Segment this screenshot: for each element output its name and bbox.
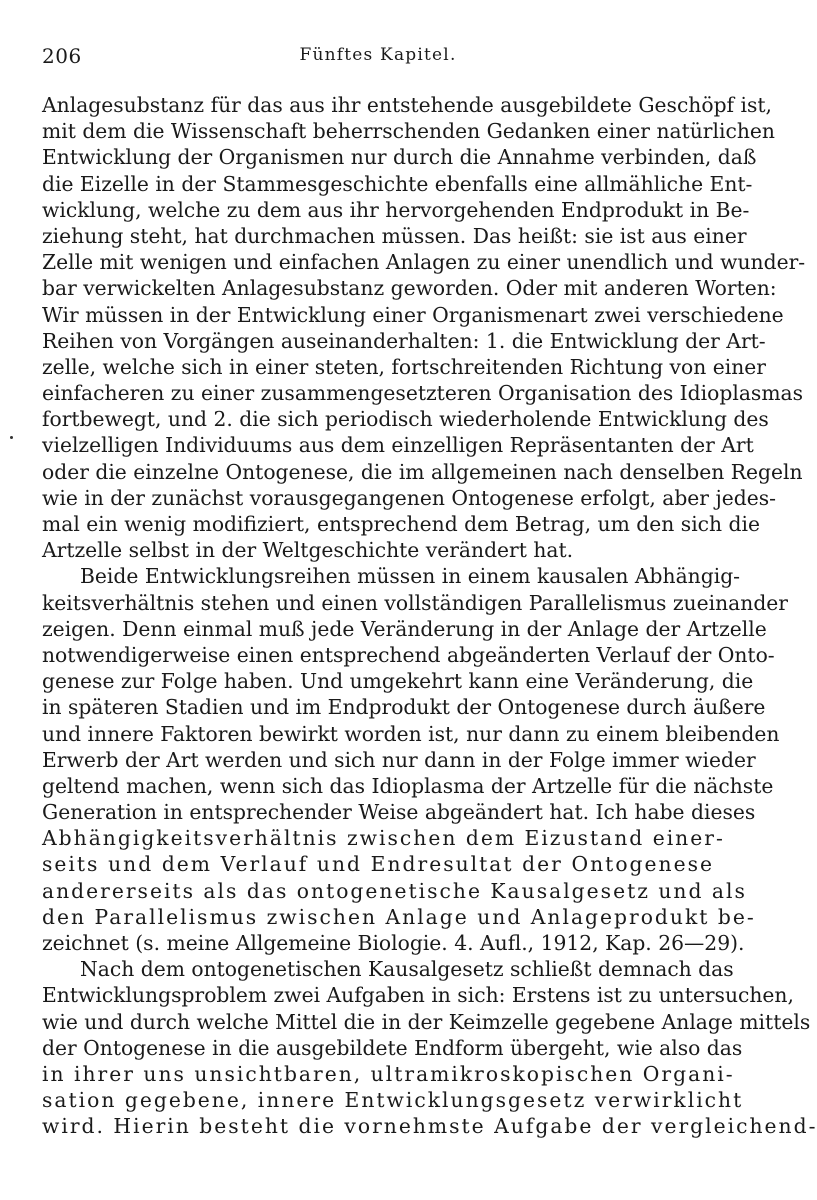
text-line: seits und dem Verlauf und Endresultat der Ontogenese: [42, 852, 714, 877]
text-line: Generation in entsprechender Weise abgeändert hat. Ich habe dieses: [42, 800, 756, 825]
margin-mark: [10, 436, 13, 439]
text-line: Entwicklungsproblem zwei Aufgaben in sich: Erstens ist zu untersuchen,: [42, 983, 794, 1008]
text-line: Erwerb der Art werden und sich nur dann in der Folge immer wieder: [42, 747, 756, 772]
text-line: einfacheren zu einer zusammengesetzteren Organisation des Idioplasmas: [42, 381, 804, 406]
page-header: [42, 44, 714, 70]
text-line: Reihen von Vorgängen auseinanderhalten: 1. die Entwicklung der Art-: [42, 328, 766, 353]
text-line: die Eizelle in der Stammesgeschichte ebenfalls eine allmähliche Ent-: [42, 171, 753, 196]
text-line: ziehung steht, hat durchmachen müssen. Das heißt: sie ist aus einer: [42, 223, 747, 248]
text-line: Zelle mit wenigen und einfachen Anlagen zu einer unendlich und wunder-: [42, 250, 806, 275]
text-line: wie und durch welche Mittel die in der Keimzelle gegebene Anlage mittels: [42, 1009, 811, 1034]
text-line: sation gegebene, innere Entwicklungsgesetz verwirklicht: [42, 1088, 744, 1113]
text-line: Artzelle selbst in der Weltgeschichte verändert hat.: [42, 538, 574, 563]
text-line: zeigen. Denn einmal muß jede Veränderung in der Anlage der Artzelle: [42, 616, 767, 641]
running-head: Fünftes Kapitel.: [299, 45, 457, 65]
text-line: Anlagesubstanz für das aus ihr entstehende ausgebildete Geschöpf ist,: [42, 93, 772, 117]
body-text: [42, 92, 817, 1140]
text-line: Nach dem ontogenetischen Kausalgesetz schließt demnach das: [80, 957, 734, 982]
text-line: zelle, welche sich in einer steten, fortschreitenden Richtung von einer: [42, 354, 766, 379]
text-line: in späteren Stadien und im Endprodukt der Ontogenese durch äußere: [42, 695, 766, 720]
text-line: Entwicklung der Organismen nur durch die Annahme verbinden, daß: [42, 145, 757, 170]
text-line: andererseits als das ontogenetische Kausalgesetz und als: [42, 878, 747, 903]
text-line: Wir müssen in der Entwicklung einer Organismenart zwei verschiedene: [42, 302, 784, 327]
text-line: zeichnet (s. meine Allgemeine Biologie. 4. Aufl., 1912, Kap. 26—29).: [42, 931, 745, 955]
text-line: in ihrer uns unsichtbaren, ultramikroskopischen Organi-: [42, 1061, 735, 1086]
text-line: der Ontogenese in die ausgebildete Endform übergeht, wie also das: [42, 1035, 743, 1060]
page-number: 206: [42, 44, 82, 68]
text-line: fortbewegt, und 2. die sich periodisch wiederholende Entwicklung des: [42, 407, 769, 432]
text-line: wie in der zunächst vorausgegangenen Ontogenese erfolgt, aber jedes-: [42, 485, 776, 510]
text-line: notwendigerweise einen entsprechend abgeänderten Verlauf der Onto-: [42, 642, 775, 667]
text-line: geltend machen, wenn sich das Idioplasma der Artzelle für die nächste: [42, 773, 774, 798]
text-line: oder die einzelne Ontogenese, die im allgemeinen nach denselben Regeln: [42, 459, 803, 484]
text-line: vielzelligen Individuums aus dem einzelligen Repräsentanten der Art: [42, 433, 754, 458]
text-line: mit dem die Wissenschaft beherrschenden Gedanken einer natürlichen: [42, 119, 775, 144]
text-line: keitsverhältnis stehen und einen vollständigen Parallelismus zueinander: [42, 590, 788, 615]
text-line: Abhängigkeitsverhältnis zwischen dem Eizustand einer-: [42, 826, 725, 851]
text-line: mal ein wenig modifiziert, entsprechend dem Betrag, um den sich die: [42, 512, 761, 536]
text-line: wird. Hierin besteht die vornehmste Aufgabe der vergleichend-: [42, 1114, 817, 1139]
text-line: Beide Entwicklungsreihen müssen in einem kausalen Abhängig-: [80, 564, 741, 589]
text-line: bar verwickelten Anlagesubstanz geworden. Oder mit anderen Worten:: [42, 276, 777, 301]
text-line: den Parallelismus zwischen Anlage und Anlageprodukt be-: [42, 904, 756, 929]
text-line: wicklung, welche zu dem aus ihr hervorgehenden Endprodukt in Be-: [42, 197, 750, 222]
text-line: und innere Faktoren bewirkt worden ist, nur dann zu einem bleibenden: [42, 721, 780, 746]
text-line: genese zur Folge haben. Und umgekehrt kann eine Veränderung, die: [42, 669, 754, 694]
